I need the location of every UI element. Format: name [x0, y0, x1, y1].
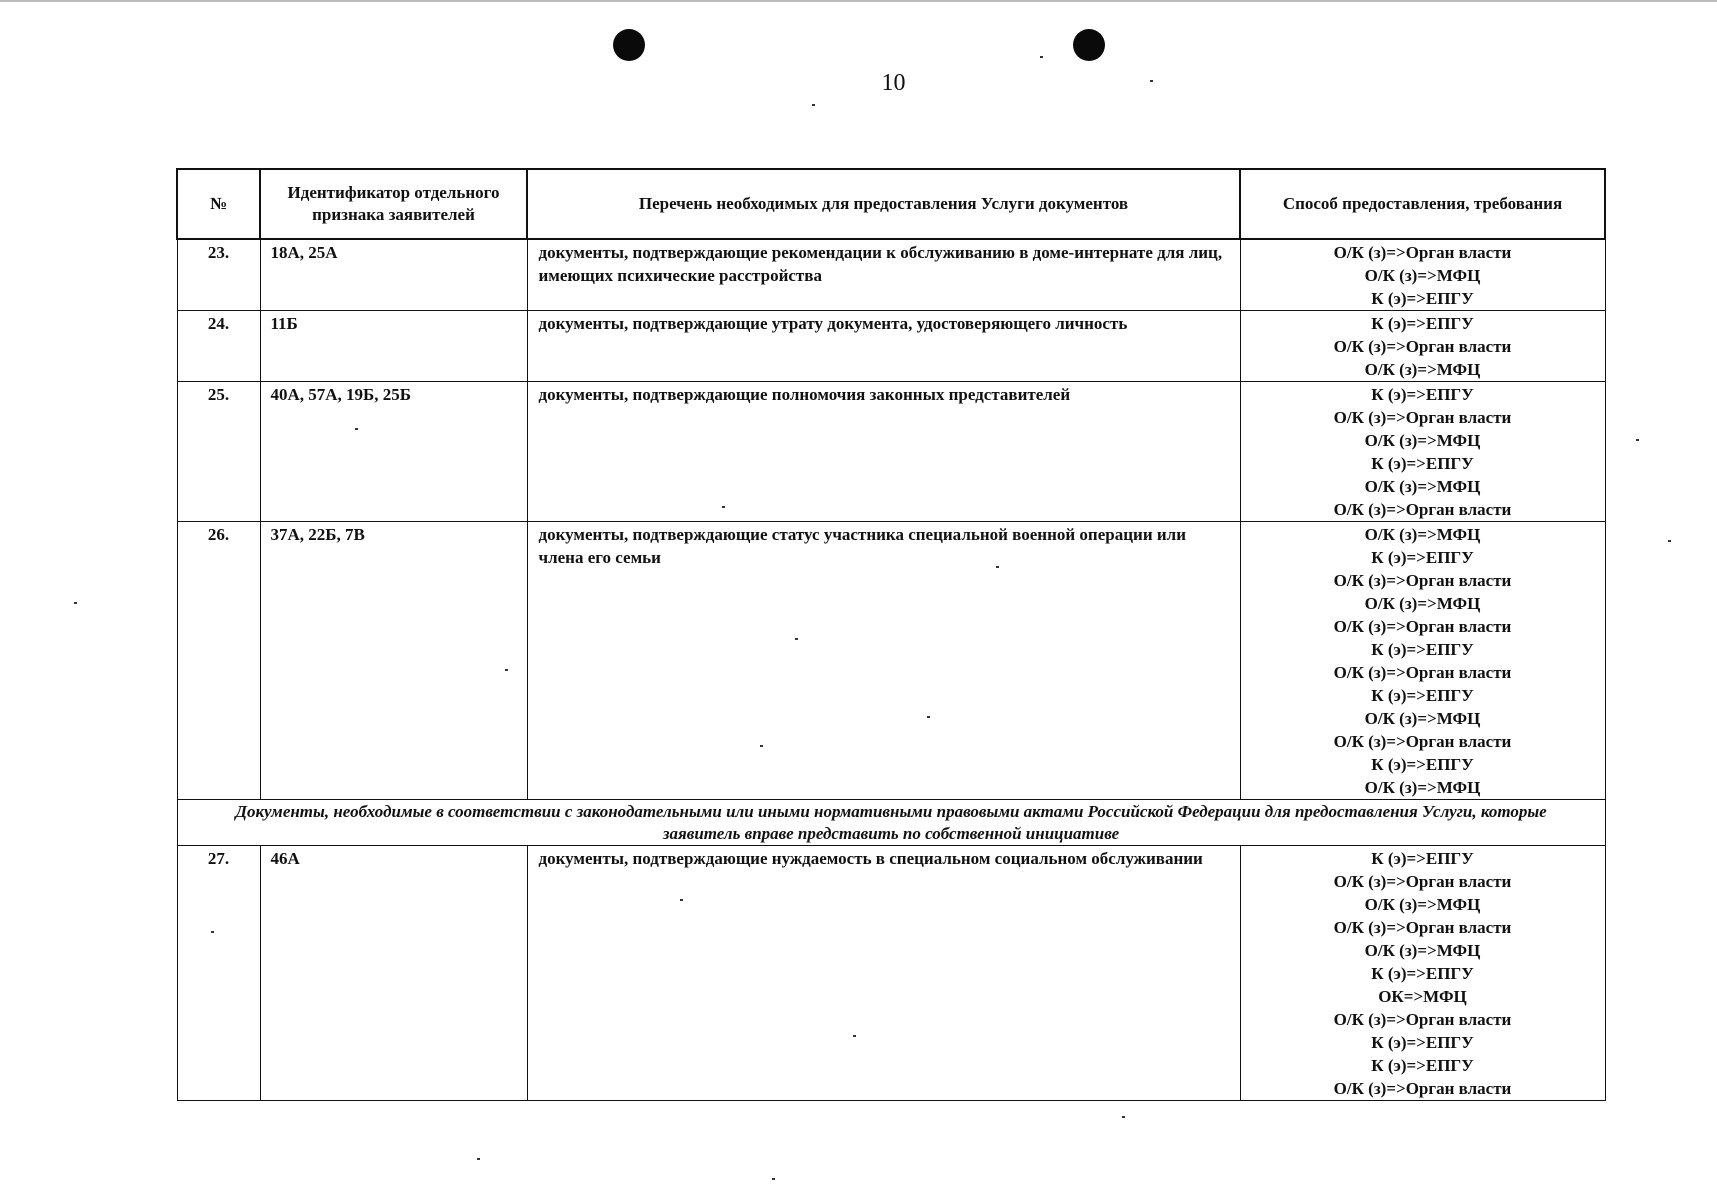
table-row — [177, 846, 1605, 1101]
method-line: К (э)=>ЕПГУ — [1371, 548, 1474, 567]
method-line: К (э)=>ЕПГУ — [1371, 1033, 1474, 1052]
method-line: О/К (з)=>Орган власти — [1333, 1079, 1512, 1098]
scan-speck — [74, 602, 77, 604]
row-number: 25. — [177, 382, 260, 522]
table-row — [177, 382, 1605, 522]
row-identifier: 46А — [260, 846, 527, 1101]
row-documents: документы, подтверждающие статус участника специальной военной операции или члена его семьи — [527, 522, 1240, 800]
method-line: О/К (з)=>Орган власти — [1333, 918, 1512, 937]
method-line: О/К (з)=>Орган власти — [1333, 571, 1512, 590]
method-line: О/К (з)=>Орган власти — [1333, 500, 1512, 519]
method-line: О/К (з)=>МФЦ — [1364, 709, 1481, 728]
method-line: К (э)=>ЕПГУ — [1371, 964, 1474, 983]
punch-hole — [613, 29, 645, 61]
documents-table — [176, 168, 1606, 1101]
method-line: К (э)=>ЕПГУ — [1371, 640, 1474, 659]
method-line: К (э)=>ЕПГУ — [1371, 385, 1474, 404]
header-num: № — [177, 169, 260, 239]
scan-speck — [680, 899, 683, 901]
row-method — [1240, 311, 1605, 382]
method-line: О/К (з)=>Орган власти — [1333, 872, 1512, 891]
header-identifier: Идентификатор отдельного признака заявителей — [260, 169, 527, 239]
method-line: О/К (з)=>Орган власти — [1333, 1010, 1512, 1029]
scan-speck — [853, 1035, 856, 1037]
row-documents: документы, подтверждающие рекомендации к обслуживанию в доме-интернате для лиц, имеющих психические расстройства — [527, 239, 1240, 311]
scan-top-edge — [0, 0, 1717, 2]
row-documents: документы, подтверждающие утрату документа, удостоверяющего личность — [527, 311, 1240, 382]
method-line: О/К (з)=>МФЦ — [1364, 525, 1481, 544]
row-identifier: 40А, 57А, 19Б, 25Б — [260, 382, 527, 522]
row-method — [1240, 239, 1605, 311]
method-line: К (э)=>ЕПГУ — [1371, 289, 1474, 308]
method-line: О/К (з)=>МФЦ — [1364, 594, 1481, 613]
scan-speck — [760, 745, 763, 747]
row-number: 27. — [177, 846, 260, 1101]
scan-speck — [211, 931, 214, 933]
scan-speck — [477, 1158, 480, 1160]
scan-speck — [1122, 1116, 1125, 1118]
method-line: К (э)=>ЕПГУ — [1371, 686, 1474, 705]
row-documents: документы, подтверждающие полномочия законных представителей — [527, 382, 1240, 522]
method-line: О/К (з)=>МФЦ — [1364, 266, 1481, 285]
method-line: О/К (з)=>МФЦ — [1364, 477, 1481, 496]
section-heading-row — [177, 800, 1605, 846]
method-line: К (э)=>ЕПГУ — [1371, 314, 1474, 333]
table-row — [177, 522, 1605, 800]
scan-speck — [927, 716, 930, 718]
section-heading: Документы, необходимые в соответствии с законодательными или иными нормативными правовыми актами Российской Федерации для предоставления Услуги, которые заявитель вправе представить по собственной инициативе — [177, 800, 1605, 846]
method-line: ОК=>МФЦ — [1378, 987, 1467, 1006]
row-identifier: 11Б — [260, 311, 527, 382]
method-line: К (э)=>ЕПГУ — [1371, 454, 1474, 473]
method-line: О/К (з)=>МФЦ — [1364, 431, 1481, 450]
row-method — [1240, 846, 1605, 1101]
method-line: О/К (з)=>Орган власти — [1333, 617, 1512, 636]
row-number: 23. — [177, 239, 260, 311]
scan-speck — [812, 104, 815, 106]
row-method — [1240, 382, 1605, 522]
scan-speck — [1636, 439, 1639, 441]
method-line: О/К (з)=>Орган власти — [1333, 663, 1512, 682]
method-line: О/К (з)=>МФЦ — [1364, 895, 1481, 914]
row-identifier: 18А, 25А — [260, 239, 527, 311]
row-method — [1240, 522, 1605, 800]
table-row — [177, 311, 1605, 382]
scan-speck — [1150, 80, 1153, 82]
row-number: 24. — [177, 311, 260, 382]
scan-speck — [722, 506, 725, 508]
table-row — [177, 239, 1605, 311]
page-number: 10 — [881, 70, 906, 96]
scan-speck — [505, 669, 508, 671]
row-documents: документы, подтверждающие нуждаемость в специальном социальном обслуживании — [527, 846, 1240, 1101]
method-line: К (э)=>ЕПГУ — [1371, 1056, 1474, 1075]
row-number: 26. — [177, 522, 260, 800]
method-line: О/К (з)=>Орган власти — [1333, 732, 1512, 751]
method-line: О/К (з)=>Орган власти — [1333, 408, 1512, 427]
header-documents: Перечень необходимых для предоставления Услуги документов — [527, 169, 1240, 239]
table-header-row — [177, 169, 1605, 239]
header-method: Способ предоставления, требования — [1240, 169, 1605, 239]
method-line: О/К (з)=>Орган власти — [1333, 337, 1512, 356]
method-line: К (э)=>ЕПГУ — [1371, 755, 1474, 774]
method-line: О/К (з)=>Орган власти — [1333, 243, 1512, 262]
scan-speck — [996, 566, 999, 568]
method-line: К (э)=>ЕПГУ — [1371, 849, 1474, 868]
method-line: О/К (з)=>МФЦ — [1364, 360, 1481, 379]
scan-speck — [1040, 56, 1043, 58]
scan-speck — [355, 428, 358, 430]
method-line: О/К (з)=>МФЦ — [1364, 778, 1481, 797]
scan-speck — [795, 638, 798, 640]
scan-speck — [772, 1178, 775, 1180]
method-line: О/К (з)=>МФЦ — [1364, 941, 1481, 960]
scan-speck — [1668, 540, 1671, 542]
row-identifier: 37А, 22Б, 7В — [260, 522, 527, 800]
punch-hole — [1073, 29, 1105, 61]
